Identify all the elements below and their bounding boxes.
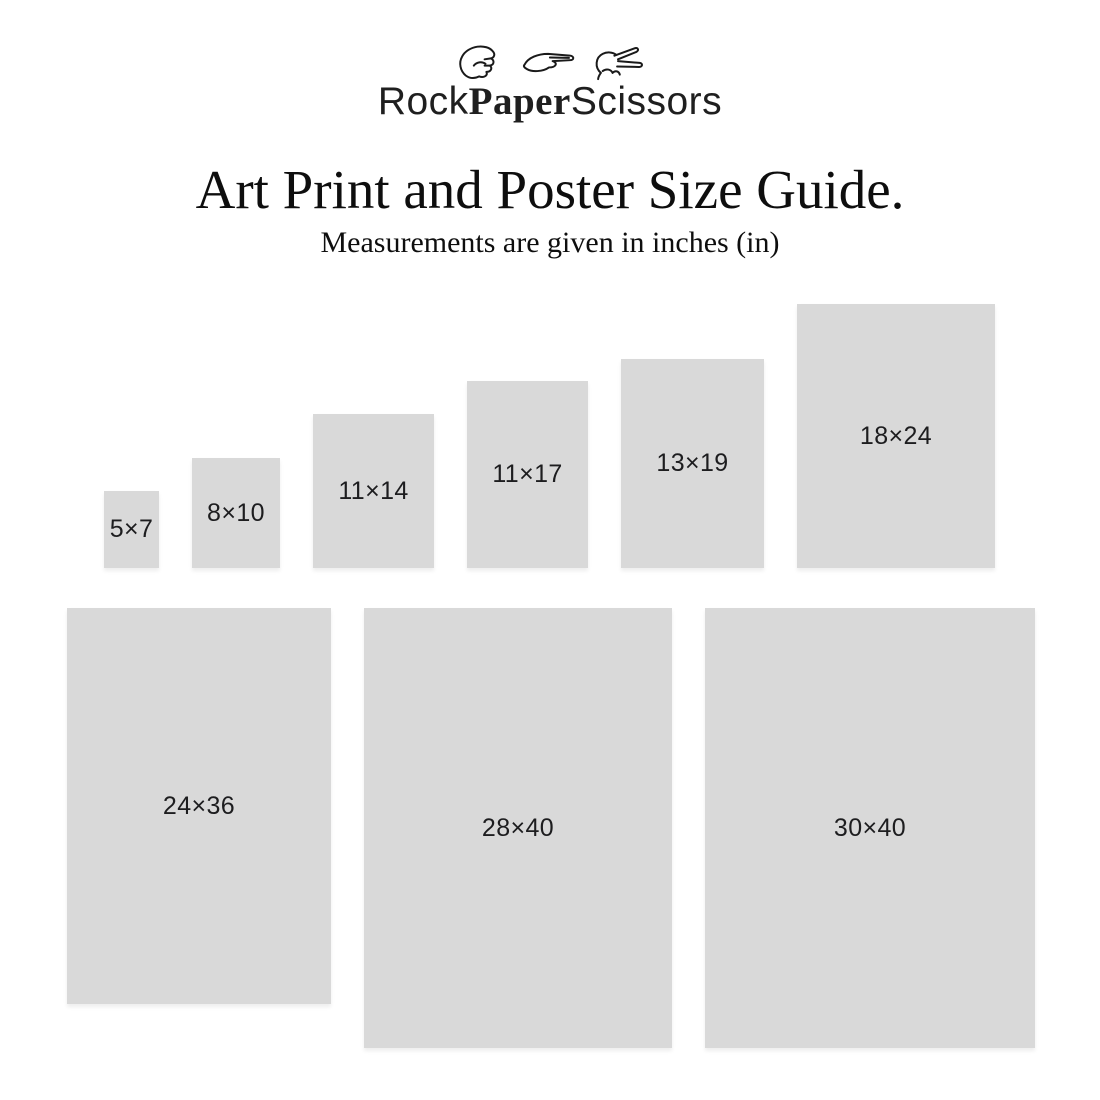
size-label: 28×40 <box>481 813 555 842</box>
page-subtitle: Measurements are given in inches (in) <box>320 226 780 259</box>
size-label: 24×36 <box>162 791 236 820</box>
scissors-hand-icon <box>590 40 646 84</box>
size-label: 30×40 <box>833 813 907 842</box>
size-label: 13×19 <box>656 449 729 477</box>
paper-hand-icon <box>520 43 578 81</box>
rock-hand-icon <box>454 40 508 84</box>
size-rect-11x17 <box>467 381 588 568</box>
size-rect-8x10 <box>192 458 280 568</box>
size-label: 5×7 <box>109 515 154 543</box>
size-rect-30x40 <box>705 608 1035 1048</box>
size-rect-28x40 <box>364 608 672 1048</box>
brand-wordmark-paper: Paper <box>468 80 571 123</box>
brand-wordmark-rock: Rock <box>377 80 469 123</box>
size-label: 8×10 <box>207 498 265 527</box>
size-label: 11×14 <box>338 476 409 505</box>
size-label: 18×24 <box>859 421 933 450</box>
size-rect-5x7 <box>104 491 159 568</box>
size-rect-11x14 <box>313 414 434 568</box>
size-label: 11×17 <box>492 460 563 488</box>
brand-logo-icons <box>0 38 1100 86</box>
size-rect-13x19 <box>621 359 764 568</box>
size-rect-24x36 <box>67 608 331 1004</box>
brand-wordmark <box>0 82 1100 122</box>
page-title: Art Print and Poster Size Guide. <box>195 159 905 220</box>
size-row-large <box>67 608 1035 1048</box>
size-row-small <box>104 304 995 568</box>
size-rect-18x24 <box>797 304 995 568</box>
brand-wordmark-scissors: Scissors <box>570 80 723 123</box>
